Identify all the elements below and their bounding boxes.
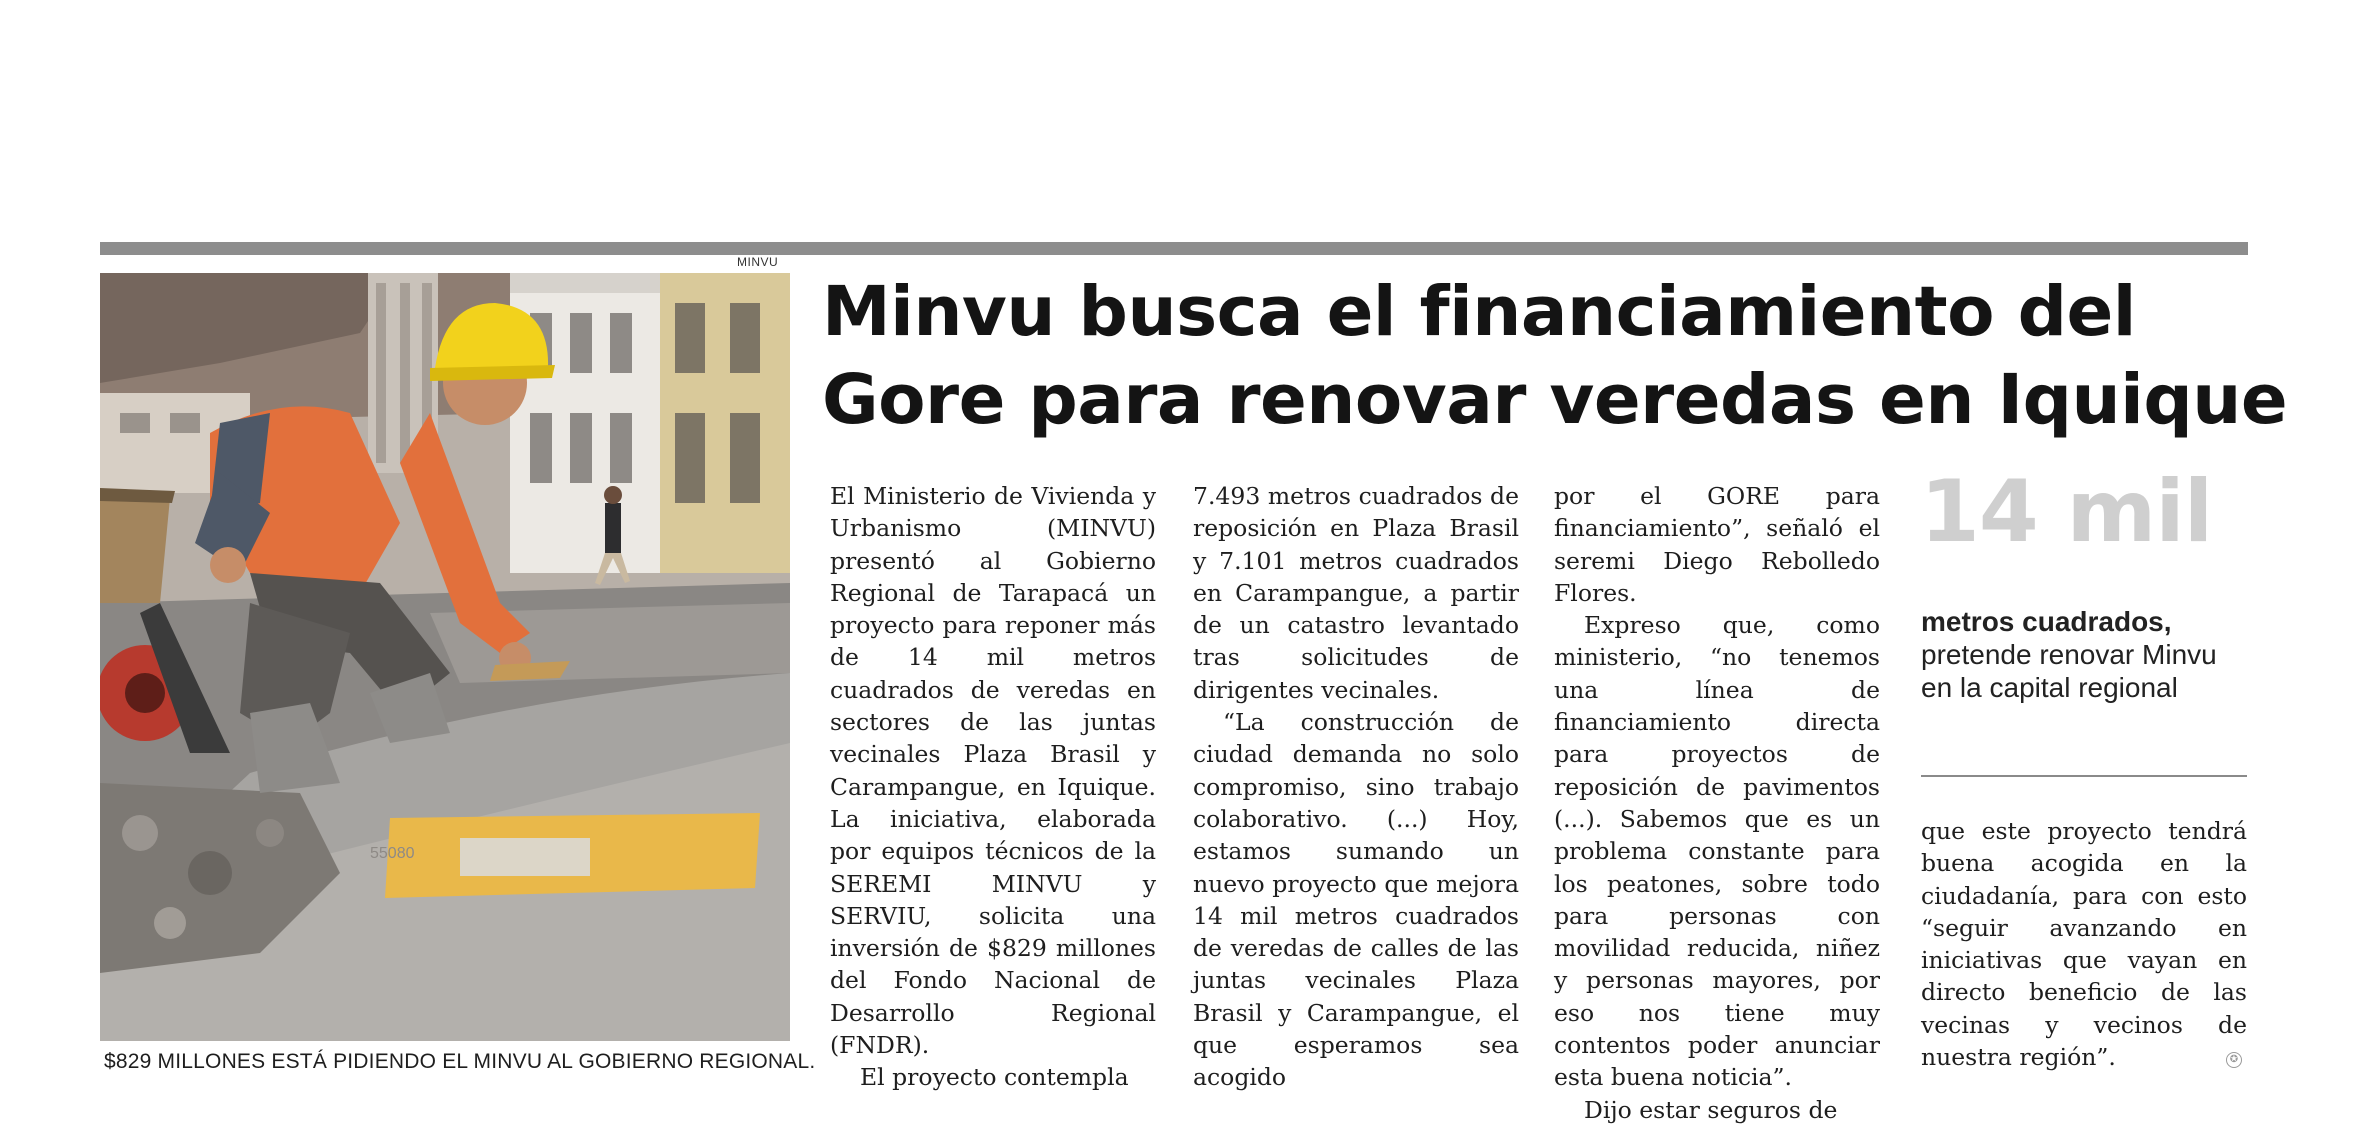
article-column-1	[830, 480, 1156, 1094]
article-paragraph: Expreso que, como ministerio, “no tenemos una línea de financiamiento directa para proyectos de reposición de pavimentos (...). Sabemos que es un problema constante para los peatones, sobre todo para personas con movilidad reducida, niñez y personas mayores, por eso nos tiene muy contentos poder anunciar esta buena noticia”.	[1554, 611, 1880, 1092]
article-paragraph: que este proyecto tendrá buena acogida en la ciudadanía, para con esto “seguir avanzando en iniciativas que vayan en directo beneficio de las vecinas y vecinos de nuestra región”.	[1921, 817, 2247, 1072]
article-column-3	[1554, 480, 1880, 1126]
highlight-rest: pretende renovar Minvu en la capital regional	[1921, 639, 2217, 703]
article-paragraph: por el GORE para financiamiento”, señaló el seremi Diego Rebolledo Flores.	[1554, 482, 1880, 607]
headline-line-2: Gore para renovar veredas en Iquique	[822, 360, 2288, 440]
headline	[822, 268, 2288, 444]
article-paragraph: “La construcción de ciudad demanda no solo compromiso, sino trabajo colaborativo. (...) Hoy, estamos sumando un nuevo proyecto que mejora 14 mil metros cuadrados de veredas de calles de las juntas vecinales Plaza Brasil y Carampangue, el que esperamos sea acogido	[1193, 708, 1519, 1092]
article-paragraph: El proyecto contempla	[860, 1063, 1129, 1092]
top-rule	[100, 242, 2248, 255]
article-paragraph: 7.493 metros cuadrados de reposición en Plaza Brasil y 7.101 metros cuadrados en Carampangue, a partir de un catastro levantado tras solicitudes de dirigentes vecinales.	[1193, 482, 1519, 704]
end-of-article-icon: ✪	[2226, 1052, 2242, 1068]
highlight-number: 14 mil	[1920, 462, 2213, 562]
article-paragraph: El Ministerio de Vivienda y Urbanismo (MINVU) presentó al Gobierno Regional de Tarapacá un proyecto para reponer más de 14 mil metros cuadrados de veredas en sectores de las juntas vecinales Plaza Brasil y Carampangue, en Iquique. La iniciativa, elaborada por equipos técnicos de la SEREMI MINVU y SERVIU, solicita una inversión de $829 millones del Fondo Nacional de Desarrollo Regional (FNDR).	[830, 482, 1156, 1060]
highlight-bold: metros cuadrados,	[1921, 606, 2172, 637]
svg-text:55080: 55080	[370, 845, 415, 862]
article-column-2	[1193, 480, 1519, 1094]
article-paragraph: Dijo estar seguros de	[1584, 1095, 1838, 1124]
headline-line-1: Minvu busca el financiamiento del	[822, 272, 2136, 352]
article-photo	[100, 273, 790, 1041]
highlight-text	[1921, 605, 2221, 704]
highlight-divider	[1921, 775, 2247, 777]
article-column-4	[1921, 815, 2247, 1073]
photo-credit: MINVU	[737, 255, 779, 269]
photo-caption: $829 MILLONES ESTÁ PIDIENDO EL MINVU AL GOBIERNO REGIONAL.	[104, 1050, 816, 1073]
